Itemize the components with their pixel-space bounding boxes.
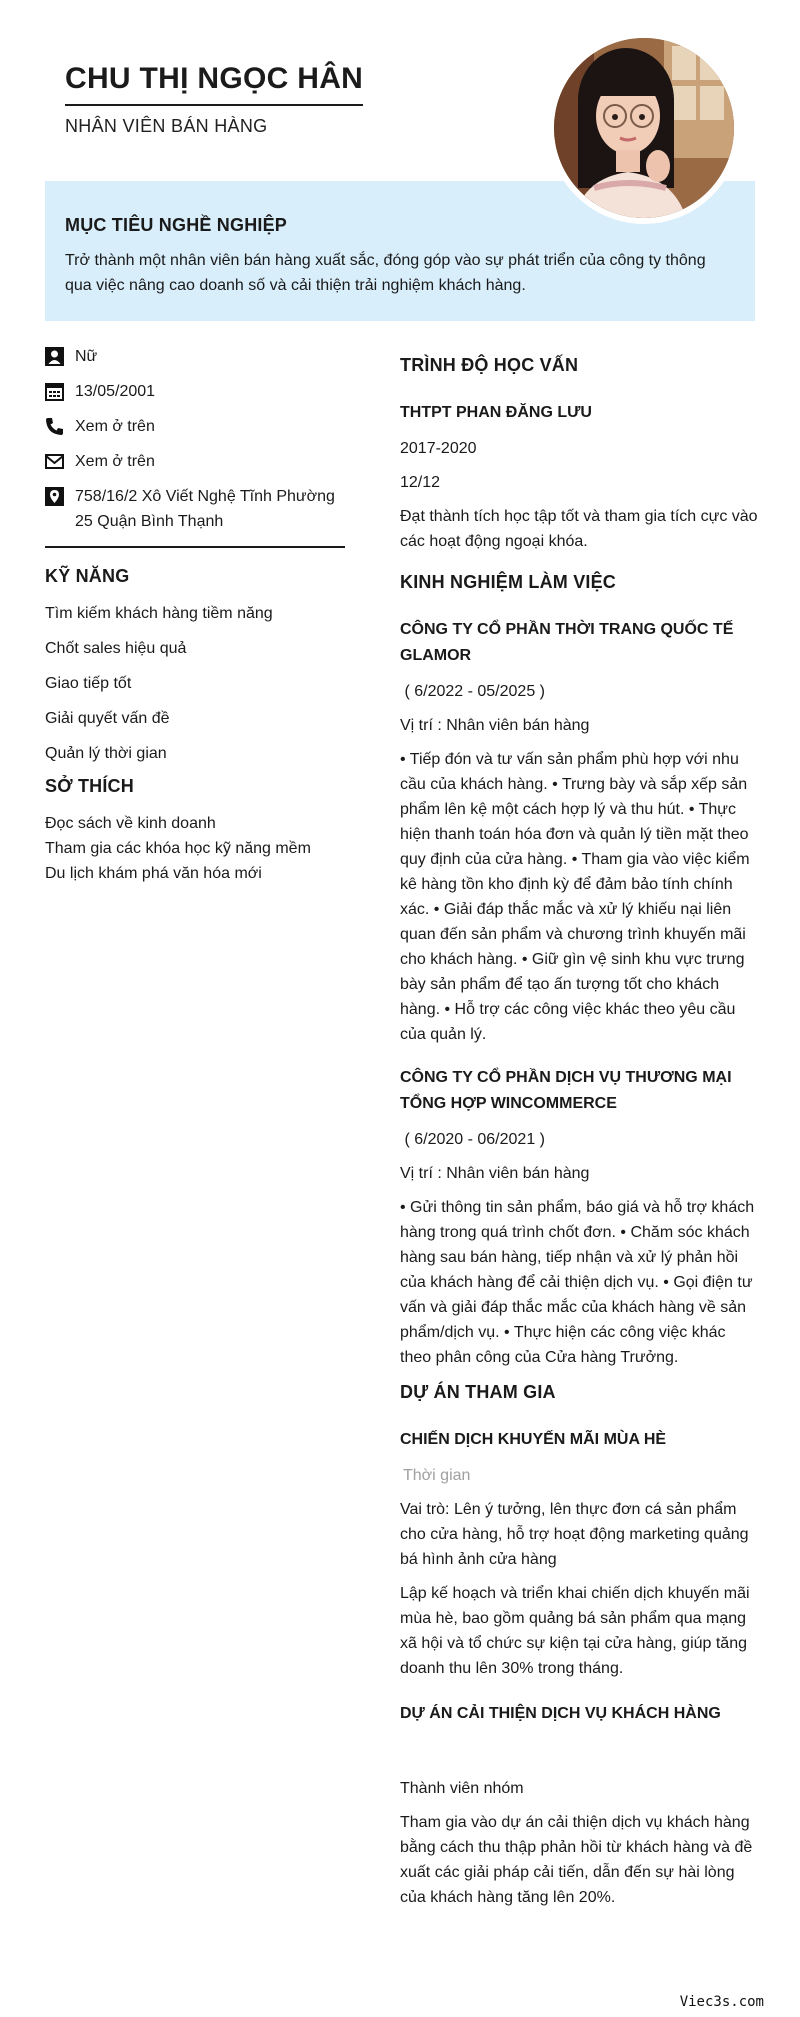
contact-text: Xem ở trên bbox=[75, 418, 155, 435]
contact-text: Xem ở trên bbox=[75, 453, 155, 470]
project-description: Tham gia vào dự án cải thiện dịch vụ khách hàng bằng cách thu thập phản hồi từ khách hàng và đề xuất các giải pháp cải tiến, dẫn đến sự hài lòng của khách hàng tăng lên 20%. bbox=[400, 1814, 753, 1906]
job-position: Vị trí : Nhân viên bán hàng bbox=[400, 1165, 590, 1182]
resume-header bbox=[65, 62, 363, 137]
skills-title: KỸ NĂNG bbox=[45, 566, 130, 586]
project-name: DỰ ÁN CẢI THIỆN DỊCH VỤ KHÁCH HÀNG bbox=[400, 1705, 721, 1722]
right-column bbox=[400, 355, 760, 1919]
left-column bbox=[45, 344, 345, 886]
location-pin-icon bbox=[45, 487, 64, 506]
project-description: Lập kế hoạch và triển khai chiến dịch khuyến mãi mùa hè, bao gồm quảng bá sản phẩm qua mạng xã hội và tổ chức sự kiện tại cửa hàng, giúp tăng doanh thu lên 30% trong tháng. bbox=[400, 1585, 750, 1677]
candidate-name: CHU THỊ NGỌC HÂN bbox=[65, 62, 363, 106]
contact-text: 758/16/2 Xô Viết Nghệ Tĩnh Phường 25 Quận Bình Thạnh bbox=[75, 488, 335, 530]
contact-gender bbox=[45, 344, 345, 369]
job-period: ( 6/2022 - 05/2025 ) bbox=[400, 683, 545, 700]
objective-title: MỤC TIÊU NGHỀ NGHIỆP bbox=[65, 215, 288, 235]
calendar-icon bbox=[45, 382, 64, 401]
contact-text: 13/05/2001 bbox=[75, 383, 156, 400]
project-role: Thành viên nhóm bbox=[400, 1780, 524, 1797]
contact-birthday bbox=[45, 379, 345, 404]
hobby-item: Tham gia các khóa học kỹ năng mềm bbox=[45, 840, 311, 857]
watermark: Viec3s.com bbox=[679, 1994, 764, 2010]
job-description: • Gửi thông tin sản phẩm, báo giá và hỗ trợ khách hàng trong quá trình chốt đơn. • Chăm sóc khách hàng sau bán hàng, tiếp nhận và xử lý phản hồi của khách hàng để cải thiện dịch vụ. • Gọi điện tư vấn và giải đáp thắc mắc của khách hàng về sản phẩm/dịch vụ. • Thực hiện các công việc khác theo phân công của Cửa hàng Trưởng. bbox=[400, 1199, 755, 1366]
hobby-item: Đọc sách về kinh doanh bbox=[45, 815, 216, 832]
objective-text: Trở thành một nhân viên bán hàng xuất sắc, đóng góp vào sự phát triển của công ty thông qua việc nâng cao doanh số và cải thiện trải nghiệm khách hàng. bbox=[65, 252, 706, 294]
person-icon bbox=[45, 347, 64, 366]
education-description: Đạt thành tích học tập tốt và tham gia tích cực vào các hoạt động ngoại khóa. bbox=[400, 508, 758, 550]
section-divider bbox=[45, 546, 345, 548]
job-position: Vị trí : Nhân viên bán hàng bbox=[400, 717, 590, 734]
contact-email bbox=[45, 449, 345, 474]
avatar bbox=[548, 32, 740, 224]
project-role: Vai trò: Lên ý tưởng, lên thực đơn cá sản phẩm cho cửa hàng, hỗ trợ hoạt động marketing quảng bá hình ảnh cửa hàng bbox=[400, 1501, 749, 1568]
skill-item: Tìm kiếm khách hàng tiềm năng bbox=[45, 605, 273, 622]
company-name: CÔNG TY CỔ PHẦN DỊCH VỤ THƯƠNG MẠI TỔNG HỢP WINCOMMERCE bbox=[400, 1069, 732, 1112]
contact-text: Nữ bbox=[75, 348, 98, 365]
contact-phone bbox=[45, 414, 345, 439]
email-icon bbox=[45, 452, 64, 471]
phone-icon bbox=[45, 417, 64, 436]
skill-item: Giao tiếp tốt bbox=[45, 675, 132, 692]
skill-item: Quản lý thời gian bbox=[45, 745, 167, 762]
hobbies-title: SỞ THÍCH bbox=[45, 776, 134, 796]
hobby-item: Du lịch khám phá văn hóa mới bbox=[45, 865, 262, 882]
job-title: NHÂN VIÊN BÁN HÀNG bbox=[65, 116, 268, 136]
job-description: • Tiếp đón và tư vấn sản phẩm phù hợp với nhu cầu của khách hàng. • Trưng bày và sắp xếp sản phẩm lên kệ một cách hợp lý và thu hút. • Thực hiện thanh toán hóa đơn và quản lý tiền mặt theo quy định của cửa hàng. • Tham gia vào việc kiểm kê hàng tồn kho định kỳ để đảm bảo tính chính xác. • Giải đáp thắc mắc và xử lý khiếu nại liên quan đến sản phẩm và chương trình khuyến mãi cho khách hàng. • Giữ gìn vệ sinh khu vực trưng bày sản phẩm để tạo ấn tượng tốt cho khách hàng. • Hỗ trợ các công việc khác theo yêu cầu của quản lý. bbox=[400, 751, 750, 1043]
school-name: THTPT PHAN ĐĂNG LƯU bbox=[400, 404, 592, 421]
avatar-illustration bbox=[554, 38, 734, 218]
skill-item: Giải quyết vấn đề bbox=[45, 710, 170, 727]
projects-title: DỰ ÁN THAM GIA bbox=[400, 1382, 556, 1402]
skill-item: Chốt sales hiệu quả bbox=[45, 640, 187, 657]
experience-title: KINH NGHIỆM LÀM VIỆC bbox=[400, 572, 617, 592]
education-years: 2017-2020 bbox=[400, 440, 477, 457]
contact-address bbox=[45, 484, 345, 534]
education-grade: 12/12 bbox=[400, 474, 441, 491]
company-name: CÔNG TY CỔ PHẦN THỜI TRANG QUỐC TẾ GLAMOR bbox=[400, 621, 734, 664]
project-name: CHIẾN DỊCH KHUYẾN MÃI MÙA HÈ bbox=[400, 1431, 667, 1448]
project-time bbox=[400, 1737, 760, 1762]
job-period: ( 6/2020 - 06/2021 ) bbox=[400, 1131, 545, 1148]
project-time: Thời gian bbox=[403, 1467, 471, 1484]
education-title: TRÌNH ĐỘ HỌC VẤN bbox=[400, 355, 579, 375]
